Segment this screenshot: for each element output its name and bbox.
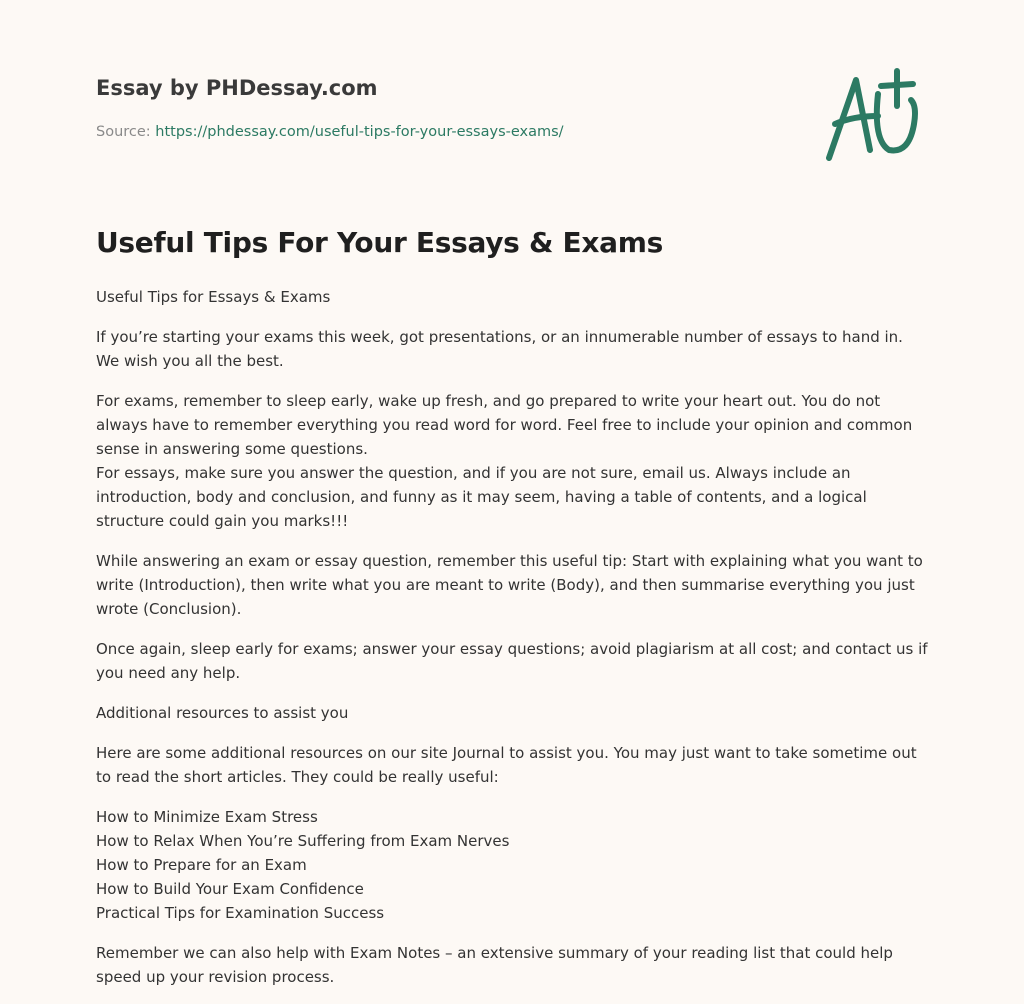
essay-paragraph-line: For essays, make sure you answer the question, and if you are not sure, email us. Always include an introduction, body and conclusion, and funny as it may seem, having a table of contents, and a logical structure could gain you marks!!! (96, 464, 867, 530)
essay-paragraph: Useful Tips for Essays & Exams (96, 288, 331, 306)
resource-item: How to Prepare for an Exam (96, 856, 307, 874)
essay-paragraph (96, 389, 928, 533)
resource-item: How to Minimize Exam Stress (96, 808, 318, 826)
source-link[interactable]: https://phdessay.com/useful-tips-for-your-essays-exams/ (155, 124, 564, 140)
essay-paragraph: While answering an exam or essay question, remember this useful tip: Start with explaining what you want to write (Introduction), then write what you are meant to write (Body), and then summarise everything you just wrote (Conclusion). (96, 552, 923, 618)
essay-paragraph-line: For exams, remember to sleep early, wake up fresh, and go prepared to write your heart out. You do not always have to remember everything you read word for word. Feel free to include your opinion and common sense in answering some questions. (96, 392, 913, 458)
essay-body (96, 285, 928, 989)
essay-paragraph: If you’re starting your exams this week, got presentations, or an innumerable number of essays to hand in. We wish you all the best. (96, 328, 903, 370)
resource-item: How to Relax When You’re Suffering from Exam Nerves (96, 832, 510, 850)
essay-paragraph: Here are some additional resources on our site Journal to assist you. You may just want to take sometime out to read the short articles. They could be really useful: (96, 744, 917, 786)
essay-paragraph: Once again, sleep early for exams; answer your essay questions; avoid plagiarism at all cost; and contact us if you need any help. (96, 640, 928, 682)
source-label: Source: (96, 124, 156, 140)
resource-item: Practical Tips for Examination Success (96, 904, 385, 922)
resource-list (96, 805, 928, 925)
source-line (96, 124, 564, 140)
resource-item: How to Build Your Exam Confidence (96, 880, 364, 898)
a-plus-logo-icon (825, 66, 925, 166)
essay-title: Useful Tips For Your Essays & Exams (96, 226, 663, 259)
essay-subheading: Additional resources to assist you (96, 704, 349, 722)
site-title: Essay by PHDessay.com (96, 76, 378, 100)
essay-closing-paragraph: Remember we can also help with Exam Notes – an extensive summary of your reading list that could help speed up your revision process. (96, 944, 893, 986)
